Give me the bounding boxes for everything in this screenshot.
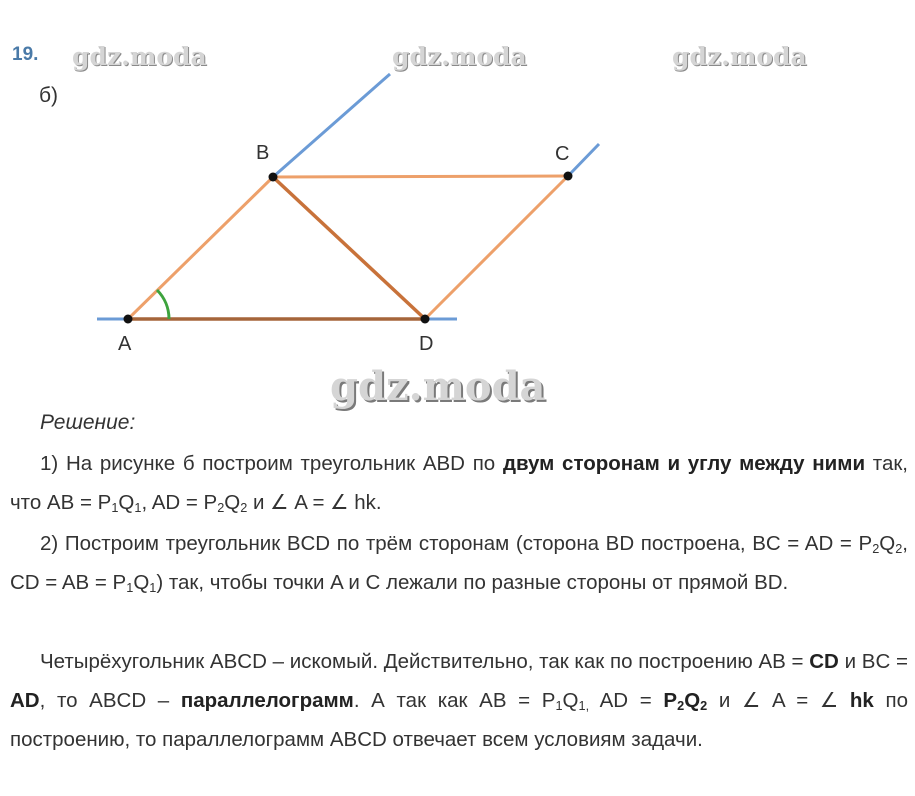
solution-step-2: 2) Построим треугольник BCD по трём сторонам (сторона BD построена, BC = AD = $P_2Q_2$, CD = AB = $P_1Q_1$) так, чтобы точки A и C лежали по разные стороны от прямой BD. [10,532,908,596]
diagonal-bd [273,177,425,319]
point-a [124,315,133,324]
label-a: A [118,333,132,355]
side-cd [425,176,568,319]
label-d: D [419,333,434,355]
watermark: gdz.moda [72,42,207,71]
ray-ab [273,74,390,177]
ray-dc [568,144,599,176]
watermark: gdz.moda [392,42,527,71]
problem-number: 19. [12,44,39,65]
label-c: C [555,143,570,165]
solution-step-1: 1) На рисунке б построим треугольник ABD по двум сторонам и углу между ними так, что AB = $P_1Q_1$, AD = $P_2Q_2$ и ∠ A = ∠ hk. [10,452,909,516]
angle-a-arc [157,290,169,319]
subproblem-label: б) [39,84,59,107]
side-bc [273,176,568,177]
point-b [269,173,278,182]
side-ab [128,177,273,319]
solution-heading: Решение: [40,411,136,434]
solution-conclusion: Четырёхугольник ABCD – искомый. Действительно, так как по построению AB = CD и BC = AD, то ABCD – параллелограмм. А так как AB = $P_1Q_{1,}$ AD = $P_2Q_2$ и ∠ A = ∠ hk по построению, то параллелограмм ABCD отвечает всем условиям задачи. [10,650,909,751]
label-b: B [256,142,270,164]
watermark: gdz.moda [672,42,807,71]
point-c [564,172,573,181]
point-d [421,315,430,324]
watermark-large: gdz.moda [330,363,546,410]
